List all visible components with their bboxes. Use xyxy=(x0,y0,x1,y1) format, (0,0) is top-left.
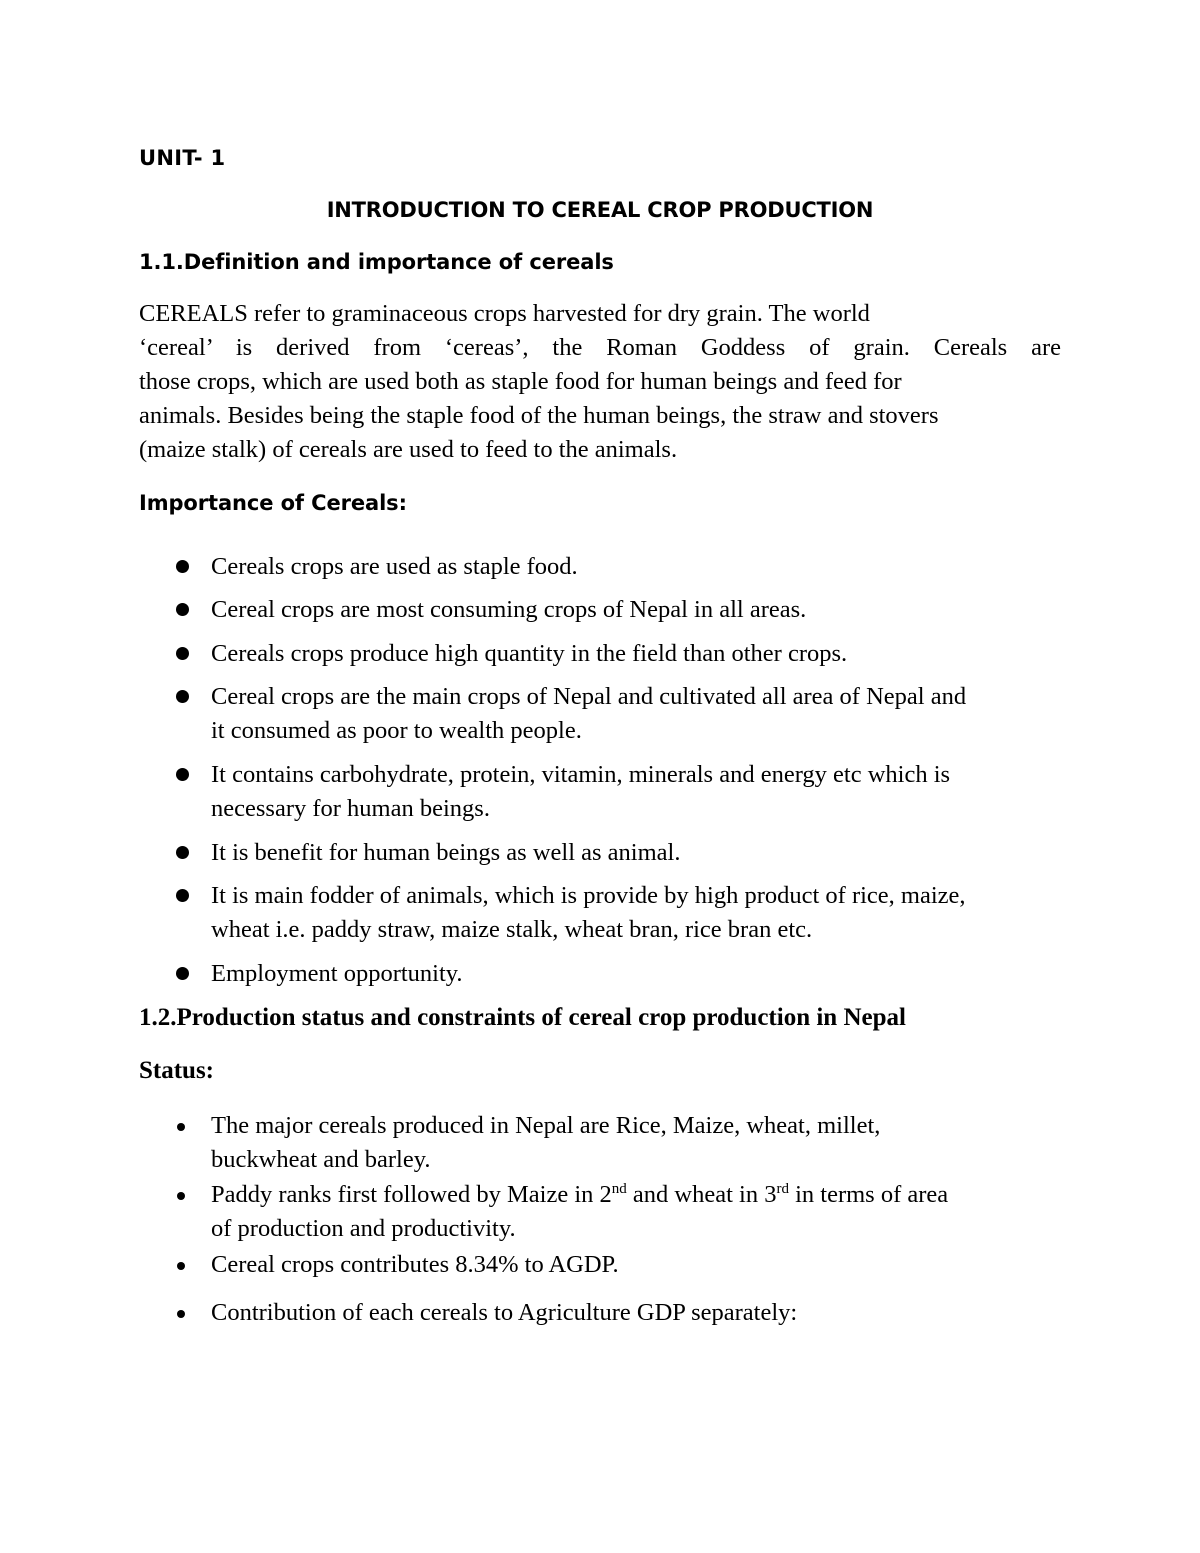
bullet-icon xyxy=(176,690,189,703)
status-heading: Status: xyxy=(139,1057,215,1084)
section-heading-production: 1.2.Production status and constraints of cereal crop production in Nepal xyxy=(139,1004,906,1031)
list-item-line: Cereals crops are used as staple food. xyxy=(211,553,578,580)
definition-paragraph xyxy=(139,297,1061,467)
text-run: in terms of area xyxy=(788,1181,949,1208)
page-title: INTRODUCTION TO CEREAL CROP PRODUCTION xyxy=(326,198,874,222)
list-item-line: Contribution of each cereals to Agriculture GDP separately: xyxy=(211,1299,798,1326)
bullet-icon xyxy=(177,1123,185,1131)
list-item-line: It is main fodder of animals, which is provide by high product of rice, maize, xyxy=(211,882,966,909)
text-run: Paddy ranks first followed by Maize in 2 xyxy=(211,1181,612,1208)
superscript: rd xyxy=(776,1181,789,1197)
paragraph-line: (maize stalk) of cereals are used to feed to the animals. xyxy=(139,436,678,463)
list-item-line: of production and productivity. xyxy=(211,1215,516,1242)
list-item-text xyxy=(211,879,1071,947)
superscript: nd xyxy=(611,1181,627,1197)
bullet-icon xyxy=(176,647,189,660)
section-heading-definition: 1.1.Definition and importance of cereals xyxy=(139,250,614,274)
list-item-line xyxy=(211,1178,1071,1212)
bullet-icon xyxy=(176,967,189,980)
text-run: and wheat in 3 xyxy=(626,1181,777,1208)
bullet-icon xyxy=(176,603,189,616)
bullet-icon xyxy=(176,560,189,573)
list-item-text xyxy=(211,680,1071,748)
bullet-icon xyxy=(176,768,189,781)
list-item-line: It contains carbohydrate, protein, vitamin, minerals and energy etc which is xyxy=(211,761,951,788)
list-item-line: It is benefit for human beings as well as animal. xyxy=(211,839,681,866)
list-item-text xyxy=(211,836,1071,870)
list-item-text xyxy=(211,593,1071,627)
list-item-text xyxy=(211,758,1071,826)
list-item-text xyxy=(211,550,1071,584)
list-item-line: Cereal crops are the main crops of Nepal and cultivated all area of Nepal and xyxy=(211,683,967,710)
paragraph-line: CEREALS refer to graminaceous crops harvested for dry grain. The world xyxy=(139,300,870,327)
list-item-line: Cereal crops contributes 8.34% to AGDP. xyxy=(211,1251,619,1278)
bullet-icon xyxy=(176,846,189,859)
list-item-text xyxy=(211,1248,1071,1282)
list-item-line: Cereal crops are most consuming crops of Nepal in all areas. xyxy=(211,596,807,623)
list-item-text xyxy=(211,1178,1071,1246)
list-item-line: it consumed as poor to wealth people. xyxy=(211,717,582,744)
bullet-icon xyxy=(176,889,189,902)
list-item-text xyxy=(211,1109,1071,1177)
list-item-line: Cereals crops produce high quantity in the field than other crops. xyxy=(211,640,848,667)
bullet-icon xyxy=(177,1192,185,1200)
unit-label: UNIT- 1 xyxy=(139,146,226,170)
list-item-text xyxy=(211,957,1071,991)
paragraph-line: animals. Besides being the staple food of the human beings, the straw and stovers xyxy=(139,402,939,429)
list-item-text xyxy=(211,637,1071,671)
list-item-line: buckwheat and barley. xyxy=(211,1146,431,1173)
list-item-line: The major cereals produced in Nepal are Rice, Maize, wheat, millet, xyxy=(211,1112,881,1139)
paragraph-line: those crops, which are used both as staple food for human beings and feed for xyxy=(139,368,902,395)
bullet-icon xyxy=(177,1262,185,1270)
bullet-icon xyxy=(177,1310,185,1318)
list-item-text xyxy=(211,1296,1071,1330)
list-item-line: necessary for human beings. xyxy=(211,795,490,822)
importance-heading: Importance of Cereals: xyxy=(139,491,407,515)
list-item-line: Employment opportunity. xyxy=(211,960,463,987)
paragraph-line: ‘cereal’ is derived from ‘cereas’, the Roman Goddess of grain. Cereals are xyxy=(139,334,1061,361)
list-item-line: wheat i.e. paddy straw, maize stalk, wheat bran, rice bran etc. xyxy=(211,916,813,943)
